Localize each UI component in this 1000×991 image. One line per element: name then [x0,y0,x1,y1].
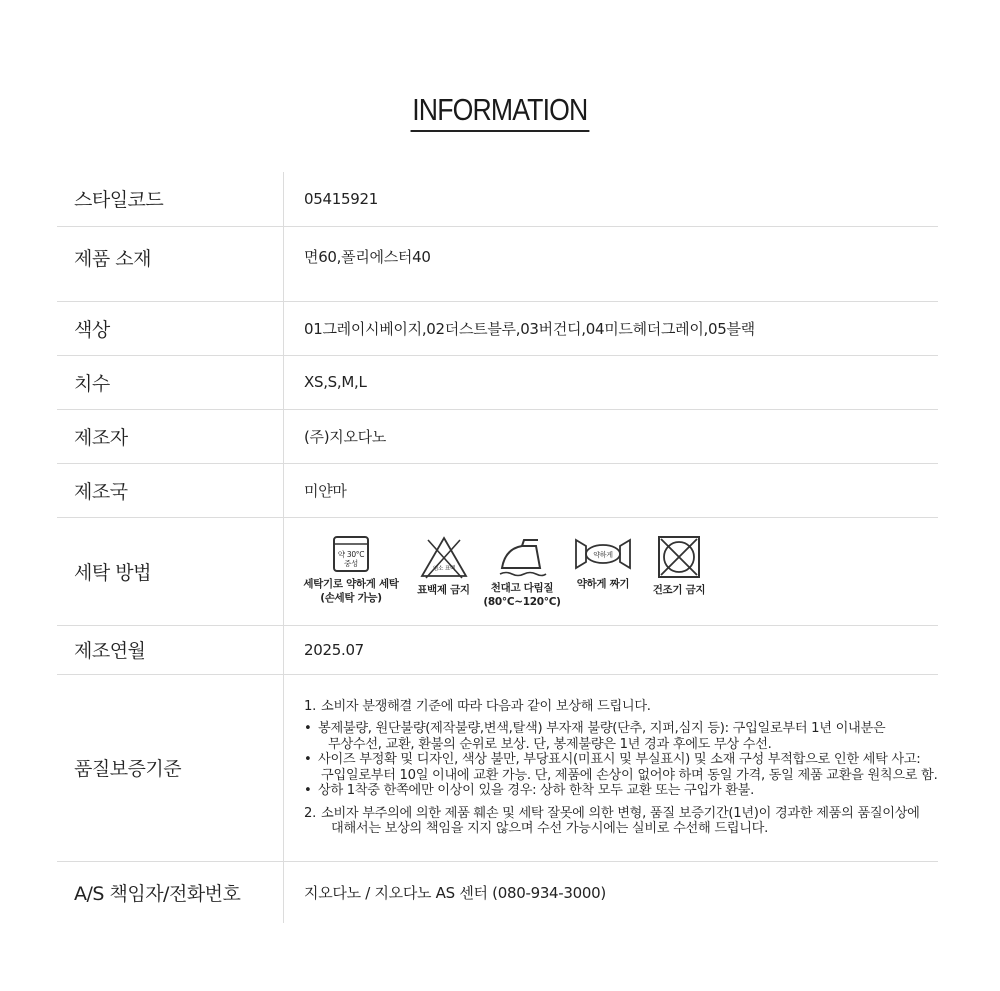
iron-caption [483,581,560,609]
washing-tub-icon [331,534,371,574]
country-label: 제조국 [57,463,284,517]
laundry-label: 세탁 방법 [57,517,284,625]
material-label: 제품 소재 [57,226,284,301]
no-tumble-dry-icon [656,534,702,580]
table-row [57,301,938,355]
maker-label: 제조자 [57,409,284,463]
laundry-value [284,517,939,625]
washing-caption-line: (손세탁 가능) [320,591,382,604]
country-value: 미얀마 [284,463,939,517]
laundry-icons [296,534,938,609]
iron-icon [496,534,548,578]
quality-line: 구입일로부터 10일 이내에 교환 가능. 단, 제품에 손상이 없어야 하며 동일 가격, 동일 제품 교환을 원칙으로 함. [321,767,938,783]
page-title: INFORMATION [411,92,590,132]
page-title-wrap [0,92,1000,132]
quality-text [304,699,938,837]
quality-line: 대해서는 보상의 책임을 지지 않으며 수선 가능시에는 실비로 수선해 드립니다. [331,821,768,836]
bleach-caption [417,583,470,597]
iron-caption-line: (80°C~120°C) [483,595,561,608]
date-label: 제조연월 [57,625,284,674]
bleach-text-2: 표백 [444,565,455,572]
bullet-dot: • [304,721,312,736]
quality-line: 봉제불량, 원단불량(제작불량,변색,탈색) 부자재 불량(단추, 지퍼,심지 등): 구입일로부터 1년 이내분은 [318,721,886,736]
as-value: 지오다노 / 지오다노 AS 센터 (080-934-3000) [284,861,939,923]
material-value: 면60,폴리에스터40 [284,226,939,301]
style-code-label: 스타일코드 [57,172,284,226]
table-row [57,409,938,463]
size-value: XS,S,M,L [284,355,939,409]
quality-line: 상하 1착중 한쪽에만 이상이 있을 경우: 상하 한착 모두 교환 또는 구입가 환불. [318,783,755,798]
quality-bullet [304,752,938,783]
bleach-caption-line: 표백제 금지 [417,583,470,596]
table-row [57,355,938,409]
wring-caption [577,577,630,591]
color-value: 01그레이시베이지,02더스트블루,03버건디,04미드헤더그레이,05블랙 [284,301,939,355]
wash-neutral-text: 중성 [344,558,358,568]
wring-caption-line: 약하게 짜기 [576,577,630,590]
washing-caption [303,577,398,605]
iron-caption-line: 천대고 다림질 [490,581,554,594]
wring-icon [572,534,634,574]
wring-text: 약하게 [593,550,613,559]
maker-value: (주)지오다노 [284,409,939,463]
washing-caption-line: 세탁기로 약하게 세탁 [303,577,399,590]
bleach-item [406,534,481,597]
table-row [57,463,938,517]
tumble-caption [653,583,706,597]
quality-bullet [304,783,938,799]
tumble-item [643,534,715,597]
style-code-value: 05415921 [284,172,939,226]
quality-line: 소비자 부주의에 의한 제품 훼손 및 세탁 잘못에 의한 변형, 품질 보증기간(1년)이 경과한 제품의 품질이상에 [321,805,920,821]
table-row [57,517,938,625]
bullet-dot: • [304,752,312,767]
wash-temp-text: 약 30°C [337,549,365,559]
quality-item-2 [304,806,938,837]
size-label: 치수 [57,355,284,409]
no-bleach-icon [418,534,470,580]
table-row [57,172,938,226]
table-row [57,226,938,301]
bullet-dot: • [304,783,312,798]
table-row [57,625,938,674]
iron-item [481,534,563,609]
quality-num: 2. [304,805,316,821]
table-row [57,674,938,861]
washing-item [296,534,406,605]
quality-item-1 [304,699,938,715]
information-table [57,172,938,923]
quality-line: 무상수선, 교환, 환불의 순위로 보상. 단, 봉제불량은 1년 경과 후에도 무상 수선. [328,736,772,752]
quality-value [284,674,939,861]
tumble-caption-line: 건조기 금지 [652,583,706,596]
as-label: A/S 책임자/전화번호 [74,882,241,905]
wring-item [563,534,643,591]
bleach-text-1: 염소 [432,565,443,572]
quality-line: 소비자 분쟁해결 기준에 따라 다음과 같이 보상해 드립니다. [321,698,651,714]
quality-line: 사이즈 부정확 및 디자인, 색상 불만, 부당표시(미표시 및 부실표시) 및 소재 구성 부적합으로 인한 세탁 사고: [318,752,921,767]
table-row [57,861,938,923]
color-label: 색상 [57,301,284,355]
quality-bullet [304,721,938,752]
quality-num: 1. [304,698,316,714]
date-value: 2025.07 [284,625,939,674]
quality-label: 품질보증기준 [57,674,284,861]
